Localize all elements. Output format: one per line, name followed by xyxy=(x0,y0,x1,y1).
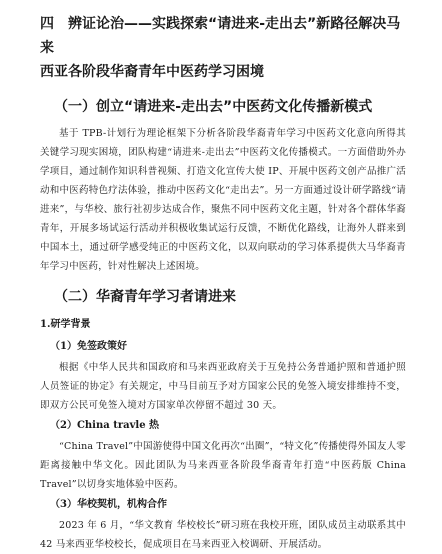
item3-paragraph: 2023 年 6 月，“华文教育 华校校长”研习班在我校开班，团队成员主动联系其中 42 马来西亚华校校长，促成项目在马来西亚入校调研、开展活动。 xyxy=(40,520,406,550)
section-title-line2: 西亚各阶段华裔青年中医药学习困境 xyxy=(40,64,264,80)
research-background-heading: 1.研学背景 xyxy=(40,319,91,330)
section-title-line1: 辨证论治——实践探索“请进来-走出去”新路径解决马来 xyxy=(40,16,401,56)
part1-heading: （一）创立“请进来-走出去”中医药文化传播新模式 xyxy=(54,99,373,115)
part1-paragraph: 基于 TPB-计划行为理论框架下分析各阶段华裔青年学习中医药文化意向所得其关键学习现实困境，团队构建“请进来-走出去”中医药文化传播模式。一方面借助外办学项目，通过制作知识科普视频、打造文化宣传大使 IP、开展中医药文创产品推广活动和中医药特色疗法体验，推动中医药文化“走出去”。另一方面通过设计研学路线“请进来”，与华校、旅行社初步达成合作，聚焦不同中医药文化主题，针对各个群体华裔青年，开展多场试运行活动并积极收集试运行反馈，不断优化路线，让海外人群来到中国本土，通过研学感受纯正的中医药文化，以双向联动的学习体系提供大马华裔青年学习中医药，针对性解决上述困境。 xyxy=(40,128,406,272)
item2-heading: （2）China travle 热 xyxy=(50,420,160,431)
section-title xyxy=(40,12,406,84)
item1-heading: （1）免签政策好 xyxy=(50,341,127,352)
part2-heading: （二）华裔青年学习者请进来 xyxy=(54,289,236,305)
item2-paragraph: “China Travel”中国游使得中国文化再次“出圈”，“特文化”传播使得外国友人零距离接触中华文化。因此团队为马来西亚各阶段华裔青年打造“中医药版 China Travel”以切身实地体验中医药。 xyxy=(40,441,406,490)
item1-paragraph: 根据《中华人民共和国政府和马来西亚政府关于互免持公务普通护照和普通护照人员签证的协定》有关规定，中马目前互予对方国家公民的免签入境安排维持不变，即双方公民可免签入境对方国家单次停留不超过 30 天。 xyxy=(40,362,406,411)
section-number: 四 xyxy=(40,16,54,32)
item3-heading: （3）华校契机，机构合作 xyxy=(50,499,167,510)
